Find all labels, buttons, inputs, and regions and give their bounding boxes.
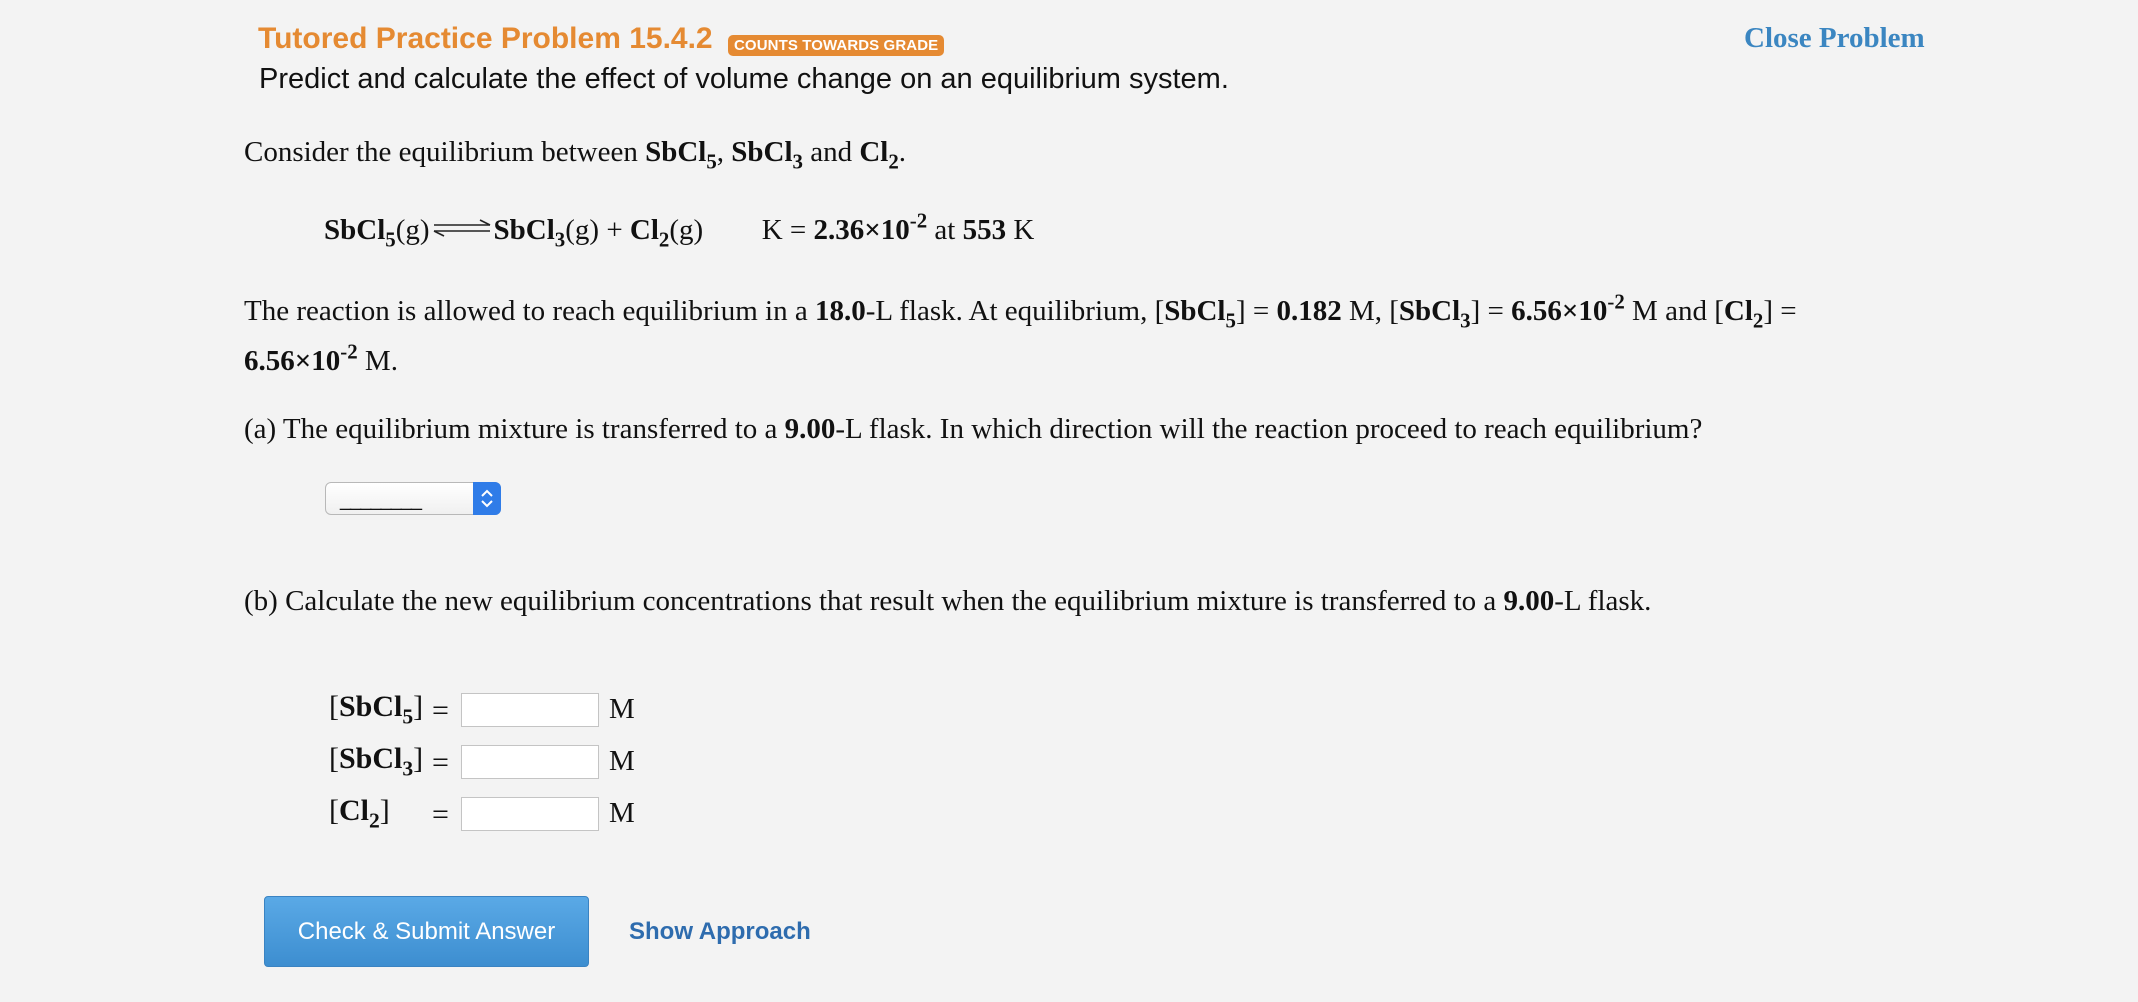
temperature-unit: K <box>1013 214 1035 246</box>
state-label: (g) <box>395 214 430 246</box>
reactant-sbcl5: SbCl <box>324 214 386 246</box>
species-sbcl3: SbCl <box>731 136 793 168</box>
close-problem-link[interactable]: Close Problem <box>1744 22 1925 54</box>
bracket: ] <box>413 690 424 723</box>
sbcl3-label <box>329 742 424 781</box>
new-volume: 9.00 <box>784 413 836 445</box>
subscript: 2 <box>658 227 670 252</box>
intro-line <box>244 136 907 174</box>
show-approach-link[interactable]: Show Approach <box>629 918 811 945</box>
subscript: 5 <box>706 149 717 174</box>
conditions-text: ] = <box>1235 295 1270 327</box>
initial-volume: 18.0 <box>814 295 866 327</box>
temperature-value: 553 <box>962 214 1007 246</box>
unit-label: M <box>609 745 635 777</box>
subscript: 3 <box>554 227 566 252</box>
question-text: -L flask. In which direction will the reaction proceed to reach equilibrium? <box>835 413 1703 445</box>
bracket: [ <box>329 690 339 723</box>
period: . <box>898 136 907 168</box>
subscript: 2 <box>888 149 899 174</box>
at-text: at <box>934 214 956 246</box>
subscript: 2 <box>1752 308 1764 333</box>
species-sbcl3: SbCl <box>1398 295 1461 327</box>
conditions-text: The reaction is allowed to reach equilibrium in a <box>244 295 808 327</box>
equals-sign: = <box>432 746 449 779</box>
part-a-question <box>244 413 1702 446</box>
equals-sign: = <box>432 694 449 727</box>
conditions-line-1 <box>244 289 1797 333</box>
equilibrium-equation <box>324 208 1035 252</box>
unit-label: M <box>609 693 635 725</box>
unit-label: M <box>609 797 635 829</box>
conditions-line-2 <box>244 339 398 378</box>
unit-text: M. <box>364 345 398 377</box>
species-sbcl5: SbCl <box>1164 295 1226 327</box>
exponent: -2 <box>1607 289 1625 314</box>
cl2-concentration-input[interactable] <box>461 797 599 831</box>
bracket: [ <box>329 794 339 827</box>
problem-subtitle: Predict and calculate the effect of volume change on an equilibrium system. <box>259 63 1229 95</box>
sbcl5-label <box>329 690 424 729</box>
species-name: SbCl <box>339 690 403 723</box>
subscript: 5 <box>402 704 414 729</box>
separator: , <box>716 136 725 168</box>
conditions-text: M, [ <box>1348 295 1399 327</box>
k-value: 2.36×10 <box>813 214 910 246</box>
species-cl2: Cl <box>859 136 889 168</box>
exponent: -2 <box>909 208 928 233</box>
product-sbcl3: SbCl <box>493 214 555 246</box>
sbcl5-concentration-input[interactable] <box>461 693 599 727</box>
state-label: (g) <box>565 214 600 246</box>
bracket: [ <box>329 742 339 775</box>
sbcl5-concentration: 0.182 <box>1276 295 1342 327</box>
conditions-text: ] = <box>1763 295 1797 327</box>
cl2-label <box>329 794 390 833</box>
conditions-text: M and [ <box>1632 295 1724 327</box>
grade-badge: COUNTS TOWARDS GRADE <box>728 35 944 56</box>
direction-dropdown[interactable] <box>325 482 501 515</box>
species-name: Cl <box>339 794 369 827</box>
subscript: 5 <box>385 227 396 252</box>
equilibrium-arrows-icon <box>430 219 494 237</box>
equals-sign: = <box>432 798 449 831</box>
sbcl3-concentration: 6.56×10 <box>1511 295 1608 327</box>
bracket: ] <box>413 742 424 775</box>
subscript: 5 <box>1225 308 1236 333</box>
subscript: 3 <box>792 149 803 174</box>
question-text: -L flask. <box>1554 585 1652 617</box>
product-cl2: Cl <box>629 214 659 246</box>
plus-sign: + <box>606 214 623 246</box>
cl2-concentration: 6.56×10 <box>244 345 341 377</box>
species-sbcl5: SbCl <box>645 136 707 168</box>
conditions-text: ] = <box>1470 295 1504 327</box>
species-cl2: Cl <box>1723 295 1753 327</box>
check-submit-button[interactable]: Check & Submit Answer <box>264 896 589 967</box>
species-name: SbCl <box>339 742 403 775</box>
exponent: -2 <box>340 339 358 364</box>
conjunction: and <box>810 136 853 168</box>
sbcl3-concentration-input[interactable] <box>461 745 599 779</box>
subscript: 3 <box>1460 308 1471 333</box>
part-b-question <box>244 585 1651 618</box>
chevron-up-down-icon <box>473 482 501 515</box>
dropdown-selected-value: ________ <box>340 489 421 511</box>
question-text: (b) Calculate the new equilibrium concentrations that result when the equilibrium mixture is transferred to a <box>244 585 1497 617</box>
dropdown-stepper[interactable] <box>473 482 501 515</box>
conditions-text: -L flask. At equilibrium, [ <box>865 295 1165 327</box>
subscript: 3 <box>402 756 414 781</box>
state-label: (g) <box>669 214 704 246</box>
question-text: (a) The equilibrium mixture is transferred to a <box>244 413 778 445</box>
bracket: ] <box>379 794 390 827</box>
subscript: 2 <box>369 808 380 833</box>
new-volume: 9.00 <box>1503 585 1555 617</box>
intro-text: Consider the equilibrium between <box>244 136 638 168</box>
k-label: K = <box>761 214 807 246</box>
problem-title: Tutored Practice Problem 15.4.2 <box>258 22 713 55</box>
